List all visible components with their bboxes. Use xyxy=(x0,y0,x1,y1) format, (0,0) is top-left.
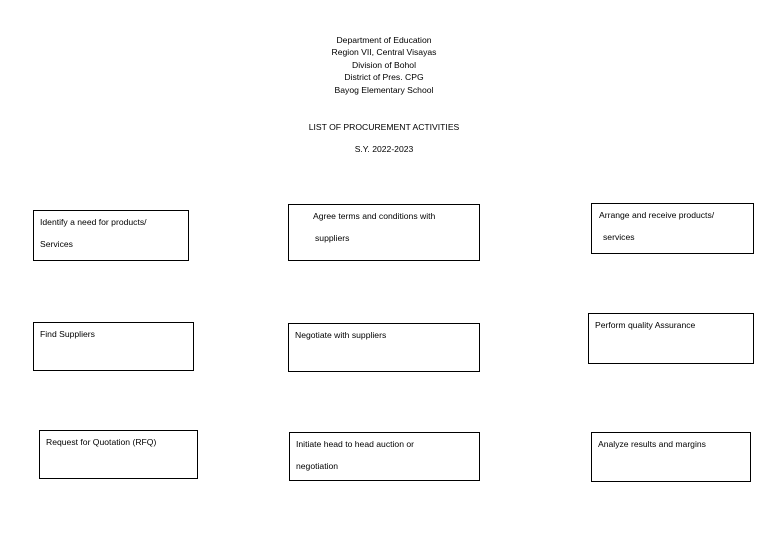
activity-text: suppliers xyxy=(315,233,350,243)
school-year: S.Y. 2022-2023 xyxy=(354,144,414,154)
header-line-school: Bayog Elementary School xyxy=(334,84,434,95)
header-line-district: District of Pres. CPG xyxy=(344,72,424,83)
activity-text: Request for Quotation (RFQ) xyxy=(46,437,157,447)
activity-box-agree-terms xyxy=(288,204,480,261)
activity-text: Services xyxy=(40,239,73,249)
header-line-department: Department of Education xyxy=(336,35,432,45)
letterhead xyxy=(0,34,768,96)
header-line-region: Region VII, Central Visayas xyxy=(331,47,437,58)
activity-box-negotiate xyxy=(288,323,480,372)
document-title: LIST OF PROCUREMENT ACTIVITIES xyxy=(308,122,460,132)
activity-text: Find Suppliers xyxy=(40,329,95,339)
activity-text: Agree terms and conditions with xyxy=(313,211,436,221)
activity-box-identify-need xyxy=(33,210,189,261)
activity-box-analyze xyxy=(591,432,751,482)
activity-text: Perform quality Assurance xyxy=(595,320,696,330)
activity-text: services xyxy=(603,232,635,242)
activity-text: Arrange and receive products/ xyxy=(599,210,715,220)
activity-box-quality-assurance xyxy=(588,313,754,364)
activity-text: Initiate head to head auction or xyxy=(296,439,415,449)
activity-box-auction xyxy=(289,432,480,481)
activity-text: Negotiate with suppliers xyxy=(295,330,387,340)
activity-box-arrange-receive xyxy=(591,203,754,254)
activity-box-find-suppliers xyxy=(33,322,194,371)
activity-text: Analyze results and margins xyxy=(598,439,706,449)
header-line-division: Division of Bohol xyxy=(351,59,416,70)
activity-text: Identify a need for products/ xyxy=(40,217,147,227)
activity-text: negotiation xyxy=(296,461,339,471)
activity-box-rfq xyxy=(39,430,198,479)
